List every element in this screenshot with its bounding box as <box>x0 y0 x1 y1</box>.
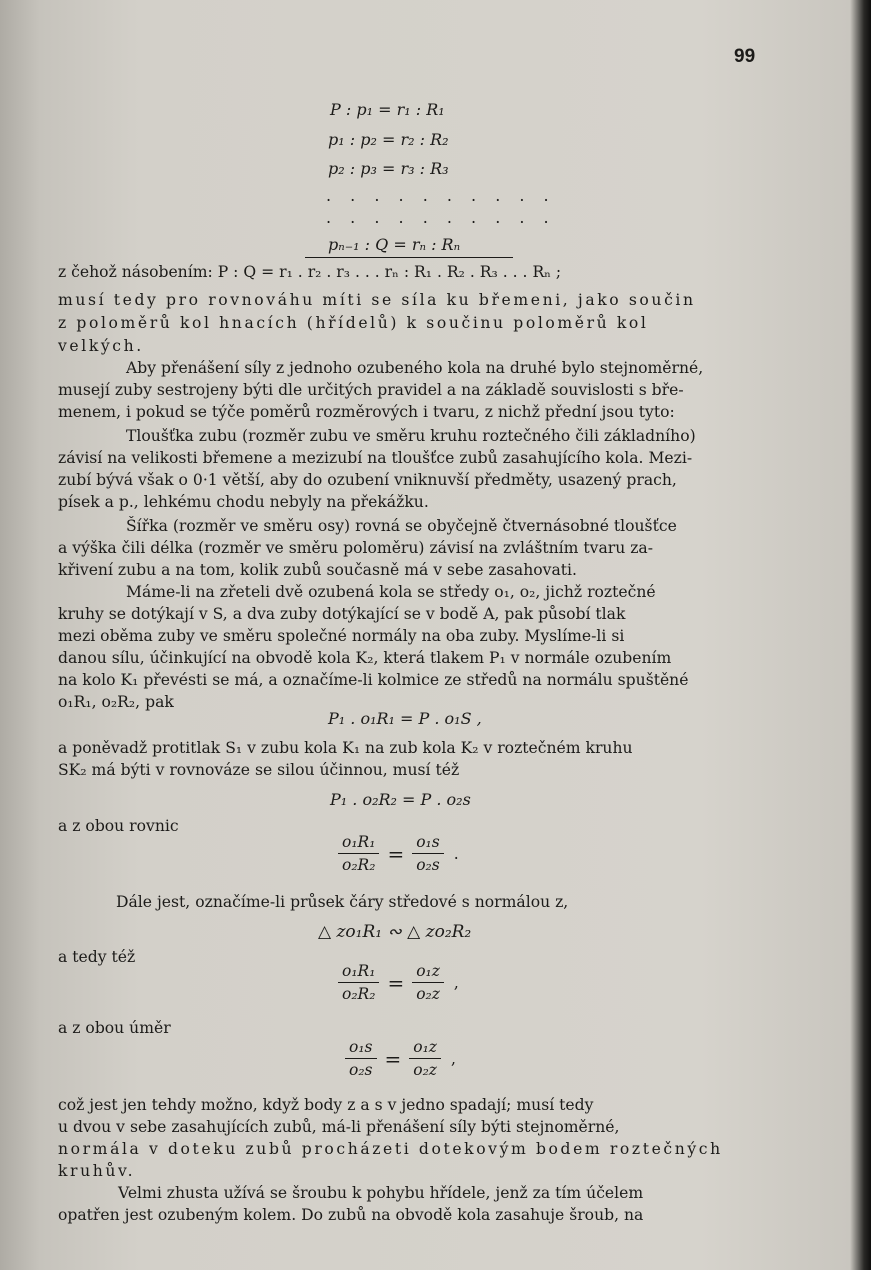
numerator: o₁z <box>412 962 444 983</box>
text-line: zubí bývá však o 0·1 větší, aby do ozubení vniknuvší předměty, usazený prach, <box>58 471 677 489</box>
numerator: o₁R₁ <box>338 962 379 983</box>
equation: P₁ . o₁R₁ = P . o₁S , <box>328 709 482 728</box>
text-line: kruhův. <box>58 1162 136 1180</box>
text-line: musí tedy pro rovnováhu míti se síla ku břemeni, jako součin <box>58 291 696 309</box>
text-line: Aby přenášení síly z jednoho ozubeného kola na druhé bylo stejnoměrné, <box>126 359 704 377</box>
fraction <box>338 833 379 874</box>
text-line: a tedy též <box>58 948 136 966</box>
punctuation: , <box>453 973 459 992</box>
text-line: z poloměrů kol hnacích (hřídelů) k součinu poloměrů kol <box>58 314 649 332</box>
text-line: u dvou v sebe zasahujících zubů, má-li přenášení síly býti stejnoměrné, <box>58 1118 620 1136</box>
denominator: o₂s <box>416 856 440 874</box>
equals-sign: = <box>387 970 405 995</box>
scheme-dots: . . . . . . . . . . <box>326 186 556 205</box>
punctuation: . <box>453 844 459 863</box>
text-line: o₁R₁, o₂R₂, pak <box>58 693 174 711</box>
text-line: velkých. <box>58 337 144 355</box>
denominator: o₂z <box>416 985 440 1003</box>
text-line: Velmi zhusta užívá se šroubu k pohybu hřídele, jenž za tím účelem <box>118 1184 644 1202</box>
text-line: písek a p., lehkému chodu nebyly na překážku. <box>58 493 429 511</box>
fraction <box>345 1038 377 1079</box>
numerator: o₁R₁ <box>338 833 379 854</box>
text-line: křivení zubu a na tom, kolik zubů současně má v sebe zasahovati. <box>58 561 577 579</box>
scheme-row: P : p₁ = r₁ : R₁ <box>330 100 445 119</box>
fraction <box>409 1038 441 1079</box>
fraction <box>338 962 379 1003</box>
fraction-equation <box>345 1038 456 1079</box>
text-line: danou sílu, účinkující na obvodě kola K₂, která tlakem P₁ v normále ozubením <box>58 649 672 667</box>
text-line: opatřen jest ozubeným kolem. Do zubů na obvodě kola zasahuje šroub, na <box>58 1206 644 1224</box>
numerator: o₁s <box>345 1038 377 1059</box>
text-line: Šířka (rozměr ve směru osy) rovná se obyčejně čtvernásobné tloušťce <box>126 517 677 535</box>
text-line: Máme-li na zřeteli dvě ozubená kola se středy o₁, o₂, jichž roztečné <box>126 583 656 601</box>
text-line: musejí zuby sestrojeny býti dle určitých pravidel a na základě souvislosti s bře- <box>58 381 684 399</box>
scheme-row: pₙ₋₁ : Q = rₙ : Rₙ <box>328 235 461 254</box>
text-line: a výška čili délka (rozměr ve směru poloměru) závisí na zvláštním tvaru za- <box>58 539 653 557</box>
text-line: což jest jen tehdy možno, když body z a s v jedno spadají; musí tedy <box>58 1096 594 1114</box>
scheme-rule <box>305 257 513 258</box>
equation: △ zo₁R₁ ∾ △ zo₂R₂ <box>318 922 472 942</box>
text-line: Dále jest, označíme-li průsek čáry středové s normálou z, <box>116 893 569 911</box>
denominator: o₂R₂ <box>342 985 376 1003</box>
equals-sign: = <box>387 841 405 866</box>
text-line: SK₂ má býti v rovnováze se silou účinnou, musí též <box>58 761 460 779</box>
scheme-row: p₁ : p₂ = r₂ : R₂ <box>328 130 449 149</box>
text-line: mezi oběma zuby ve směru společné normály na oba zuby. Myslíme-li si <box>58 627 625 645</box>
denominator: o₂R₂ <box>342 856 376 874</box>
scheme-dots: . . . . . . . . . . <box>326 208 556 227</box>
numerator: o₁s <box>412 833 444 854</box>
fraction-equation <box>338 962 459 1003</box>
denominator: o₂z <box>413 1061 437 1079</box>
fraction-equation <box>338 833 459 874</box>
numerator: o₁z <box>409 1038 441 1059</box>
equals-sign: = <box>384 1046 402 1071</box>
text-line: menem, i pokud se týče poměrů rozměrových i tvaru, z nichž přední jsou tyto: <box>58 403 675 421</box>
punctuation: , <box>450 1049 456 1068</box>
scheme-row: p₂ : p₃ = r₃ : R₃ <box>328 159 449 178</box>
text-line: na kolo K₁ převésti se má, a označíme-li kolmice ze středů na normálu spuštěné <box>58 671 689 689</box>
text-line: Tloušťka zubu (rozměr zubu ve směru kruhu roztečného čili základního) <box>126 427 696 445</box>
equation: P₁ . o₂R₂ = P . o₂s <box>330 790 471 809</box>
text-line: a z obou rovnic <box>58 817 179 835</box>
text-line: normála v doteku zubů procházeti dotekovým bodem roztečných <box>58 1140 723 1158</box>
text-line: a poněvadž protitlak S₁ v zubu kola K₁ na zub kola K₂ v roztečném kruhu <box>58 739 633 757</box>
page-number: 99 <box>734 46 756 67</box>
fraction <box>412 962 444 1003</box>
text-line: z čehož násobením: P : Q = r₁ . r₂ . r₃ . . . rₙ : R₁ . R₂ . R₃ . . . Rₙ ; <box>58 263 562 281</box>
text-line: závisí na velikosti břemene a mezizubí na tloušťce zubů zasahujícího kola. Mezi- <box>58 449 693 467</box>
fraction <box>412 833 444 874</box>
denominator: o₂s <box>349 1061 373 1079</box>
text-line: kruhy se dotýkají v S, a dva zuby dotýkající se v bodě A, pak působí tlak <box>58 605 626 623</box>
text-line: a z obou úměr <box>58 1019 171 1037</box>
